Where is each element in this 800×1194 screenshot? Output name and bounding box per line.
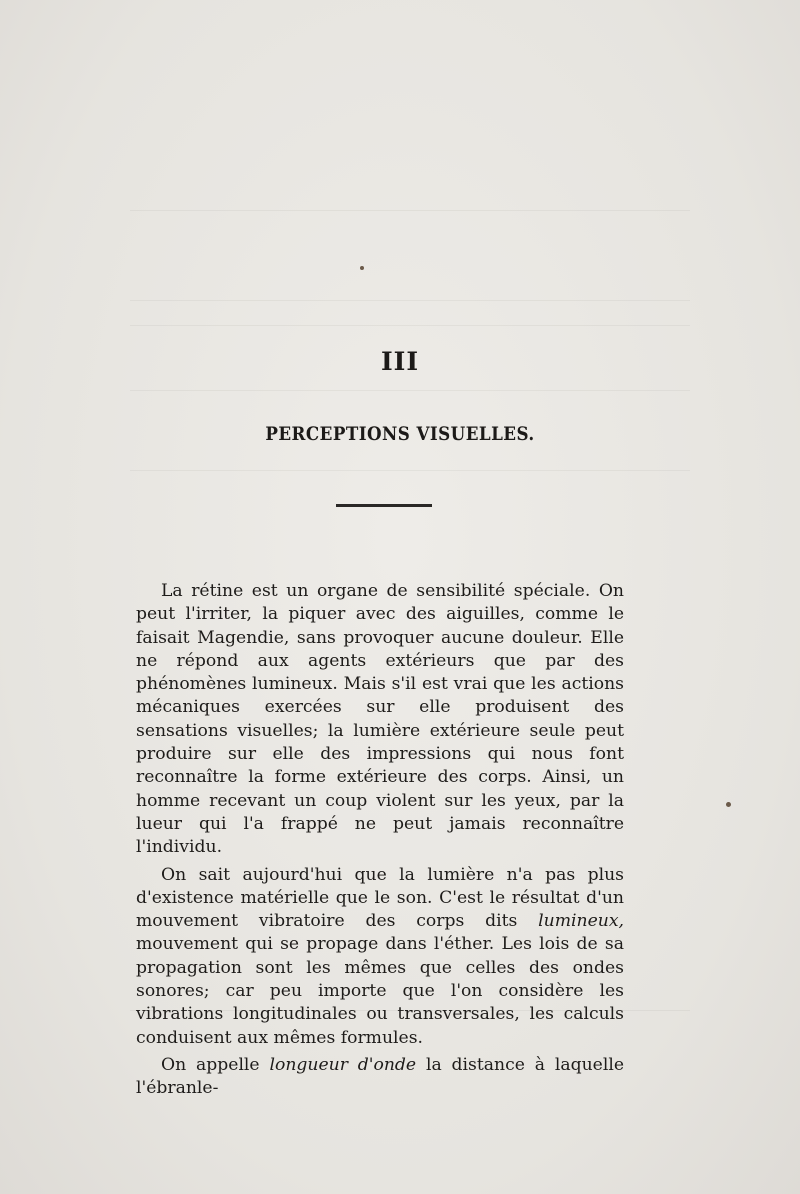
- paragraph-text: La rétine est un organe de sensibilité spéciale. On peut l'irriter, la piquer avec des aiguilles, comme le faisait Magendie, sans provoquer aucune douleur. Elle ne répond aux agents extérieurs que par des phénomènes lumineux. Mais s'il est vrai que les actions mécaniques exercées sur elle produisent des sensations visuelles; la lumière extérieure seule peut produire sur elle des impressions qui nous font reconnaître la forme extérieure des corps. Ainsi, un homme recevant un coup violent sur les yeux, par la lueur qui l'a frappé ne peut jamais reconnaître l'individu.: [136, 581, 624, 858]
- show-through-line: [130, 470, 690, 471]
- show-through-line: [130, 210, 690, 211]
- ink-speck: [360, 266, 364, 270]
- chapter-title: PERCEPTIONS VISUELLES.: [265, 423, 535, 445]
- italic-term: lumineux,: [538, 911, 624, 932]
- paragraph: [136, 864, 624, 1050]
- show-through-line: [130, 325, 690, 326]
- show-through-line: [130, 300, 690, 301]
- paragraph: [136, 580, 624, 860]
- paragraph-text: mouvement qui se propage dans l'éther. Les lois de sa propagation sont les mêmes que celles des ondes sonores; car peu importe que l'on considère les vibrations longitudinales ou transversales, les calculs conduisent aux mêmes formules.: [136, 934, 624, 1048]
- paragraph: [136, 1054, 624, 1101]
- ink-speck: [726, 802, 731, 807]
- show-through-line: [130, 390, 690, 391]
- paragraph-text: On appelle: [161, 1054, 270, 1075]
- italic-term: longueur d'onde: [269, 1054, 417, 1075]
- body-text: [136, 580, 624, 1105]
- paragraph-text: la distance à laquelle l'ébranle-: [136, 1054, 624, 1099]
- paragraph-text: On sait aujourd'hui que la lumière n'a pas plus d'existence matérielle que le son. C'est le résultat d'un mouvement vibratoire des corps dits: [136, 864, 624, 932]
- chapter-number: III: [380, 347, 420, 376]
- title-divider: [336, 504, 432, 507]
